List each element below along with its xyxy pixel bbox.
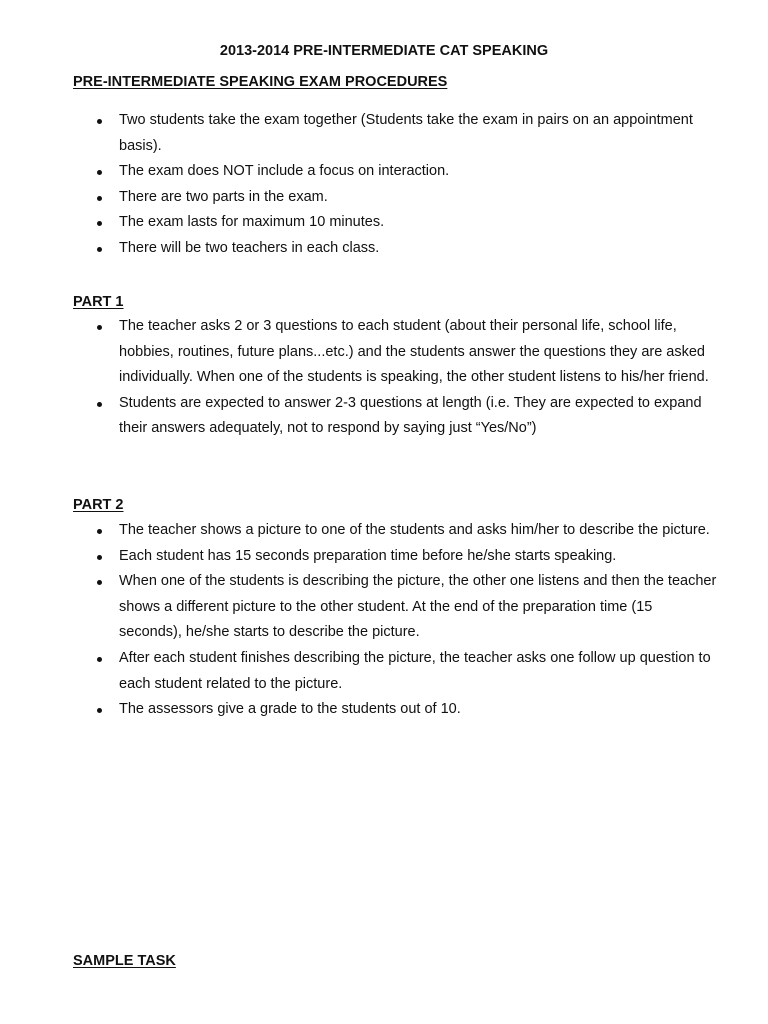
part2-heading: PART 2 <box>73 497 124 513</box>
list-item <box>119 210 719 236</box>
bullet-icon <box>97 119 102 124</box>
list-item-text: Each student has 15 seconds preparation time before he/she starts speaking. <box>119 547 617 564</box>
bullet-icon <box>97 221 102 226</box>
list-item-text: There will be two teachers in each class. <box>119 239 380 256</box>
list-item <box>119 518 719 544</box>
list-item <box>119 391 719 442</box>
list-item <box>119 646 719 697</box>
bullet-icon <box>97 555 102 560</box>
part2-list <box>119 518 719 723</box>
list-item <box>119 569 719 646</box>
sample-task-heading: SAMPLE TASK <box>73 953 176 969</box>
part1-heading: PART 1 <box>73 294 124 310</box>
bullet-icon <box>97 247 102 252</box>
list-item-text: The teacher shows a picture to one of the students and asks him/her to describe the picture. <box>119 522 710 538</box>
list-item <box>119 697 719 723</box>
bullet-icon <box>97 325 102 330</box>
list-item-text: Students are expected to answer 2-3 questions at length (i.e. They are expected to expand their answers adequately, not to respond by saying just “Yes/No”) <box>119 394 702 437</box>
list-item <box>119 108 719 159</box>
list-item-text: Two students take the exam together (Students take the exam in pairs on an appointment basis). <box>119 112 693 154</box>
bullet-icon <box>97 402 102 407</box>
list-item <box>119 236 719 262</box>
bullet-icon <box>97 170 102 175</box>
list-item-text: When one of the students is describing the picture, the other one listens and then the teacher shows a different picture to the other student. At the end of the preparation time (15 seconds), he/she starts to describe the picture. <box>119 573 717 641</box>
list-item <box>119 185 719 211</box>
procedures-heading: PRE-INTERMEDIATE SPEAKING EXAM PROCEDURES <box>73 74 448 90</box>
bullet-icon <box>97 580 102 585</box>
document-title: 2013-2014 PRE-INTERMEDIATE CAT SPEAKING <box>219 43 549 59</box>
bullet-icon <box>97 708 102 713</box>
list-item-text: There are two parts in the exam. <box>119 188 328 205</box>
bullet-icon <box>97 196 102 201</box>
bullet-icon <box>97 657 102 662</box>
list-item-text: The teacher asks 2 or 3 questions to each student (about their personal life, school life, hobbies, routines, future plans...etc.) and the students answer the questions they are asked individually. When one of the students is speaking, the other student listens to his/her friend. <box>119 318 709 386</box>
list-item-text: The assessors give a grade to the students out of 10. <box>119 701 461 718</box>
part1-list <box>119 314 719 442</box>
list-item <box>119 314 719 391</box>
list-item-text: The exam lasts for maximum 10 minutes. <box>119 214 385 231</box>
bullet-icon <box>97 529 102 534</box>
procedures-list <box>119 108 719 262</box>
list-item <box>119 159 719 185</box>
list-item-text: After each student finishes describing the picture, the teacher asks one follow up question to each student related to the picture. <box>119 649 711 692</box>
list-item-text: The exam does NOT include a focus on interaction. <box>119 163 450 180</box>
list-item <box>119 544 719 570</box>
